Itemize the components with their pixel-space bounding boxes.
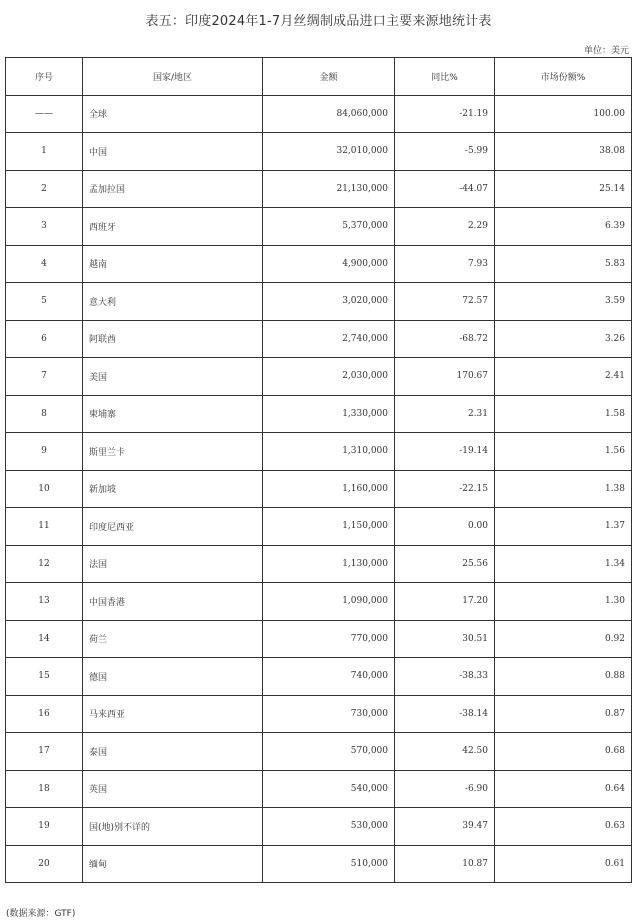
cell-rank: 1 [6, 133, 83, 171]
cell-share: 1.37 [495, 508, 632, 546]
table-row [6, 770, 632, 808]
cell-share: 1.56 [495, 433, 632, 471]
cell-rank: 11 [6, 508, 83, 546]
cell-rank: 16 [6, 695, 83, 733]
cell-rank: 13 [6, 583, 83, 621]
cell-share: 5.83 [495, 245, 632, 283]
cell-share: 6.39 [495, 208, 632, 246]
table-row [6, 620, 632, 658]
cell-rank: 19 [6, 808, 83, 846]
cell-rank: 9 [6, 433, 83, 471]
cell-amount: 770,000 [263, 620, 395, 658]
cell-yoy: -5.99 [395, 133, 495, 171]
table-row [6, 733, 632, 771]
cell-country: 国(地)别不详的 [83, 808, 263, 846]
table-row [6, 320, 632, 358]
table-row [6, 658, 632, 696]
cell-rank: 15 [6, 658, 83, 696]
cell-yoy: -6.90 [395, 770, 495, 808]
cell-country: 美国 [83, 358, 263, 396]
cell-rank: 14 [6, 620, 83, 658]
cell-amount: 1,090,000 [263, 583, 395, 621]
cell-amount: 4,900,000 [263, 245, 395, 283]
cell-amount: 3,020,000 [263, 283, 395, 321]
cell-country: 英国 [83, 770, 263, 808]
cell-amount: 570,000 [263, 733, 395, 771]
table-row [6, 208, 632, 246]
cell-country: 全球 [83, 95, 263, 133]
cell-country: 中国香港 [83, 583, 263, 621]
header-rank: 序号 [6, 58, 83, 96]
cell-amount: 510,000 [263, 845, 395, 883]
cell-share: 1.34 [495, 545, 632, 583]
cell-rank: 8 [6, 395, 83, 433]
cell-yoy: -22.15 [395, 470, 495, 508]
cell-amount: 21,130,000 [263, 170, 395, 208]
cell-country: 法国 [83, 545, 263, 583]
table-row [6, 395, 632, 433]
cell-rank: 6 [6, 320, 83, 358]
cell-yoy: -44.07 [395, 170, 495, 208]
table-row [6, 508, 632, 546]
cell-amount: 2,030,000 [263, 358, 395, 396]
cell-country: 印度尼西亚 [83, 508, 263, 546]
table-body [6, 95, 632, 883]
table-row [6, 845, 632, 883]
cell-country: 缅甸 [83, 845, 263, 883]
table-row [6, 358, 632, 396]
cell-yoy: 0.00 [395, 508, 495, 546]
cell-share: 0.87 [495, 695, 632, 733]
cell-country: 泰国 [83, 733, 263, 771]
cell-share: 38.08 [495, 133, 632, 171]
table-row [6, 433, 632, 471]
cell-amount: 1,150,000 [263, 508, 395, 546]
table-row [6, 245, 632, 283]
table-row [6, 470, 632, 508]
cell-rank: 12 [6, 545, 83, 583]
cell-country: 阿联酋 [83, 320, 263, 358]
cell-amount: 530,000 [263, 808, 395, 846]
cell-share: 0.63 [495, 808, 632, 846]
cell-share: 100.00 [495, 95, 632, 133]
cell-share: 1.30 [495, 583, 632, 621]
cell-country: 马来西亚 [83, 695, 263, 733]
table-row [6, 170, 632, 208]
cell-yoy: -21.19 [395, 95, 495, 133]
cell-country: 中国 [83, 133, 263, 171]
cell-amount: 730,000 [263, 695, 395, 733]
cell-share: 0.88 [495, 658, 632, 696]
cell-yoy: -19.14 [395, 433, 495, 471]
cell-yoy: -38.14 [395, 695, 495, 733]
cell-rank: 4 [6, 245, 83, 283]
header-amount: 金额 [263, 58, 395, 96]
cell-amount: 1,330,000 [263, 395, 395, 433]
cell-country: 新加坡 [83, 470, 263, 508]
cell-rank: 10 [6, 470, 83, 508]
cell-share: 3.59 [495, 283, 632, 321]
cell-amount: 1,130,000 [263, 545, 395, 583]
cell-yoy: 17.20 [395, 583, 495, 621]
header-share: 市场份额% [495, 58, 632, 96]
data-source-note: (数据来源：GTF) [6, 909, 76, 919]
cell-country: 越南 [83, 245, 263, 283]
import-sources-table [5, 57, 632, 883]
cell-share: 0.68 [495, 733, 632, 771]
cell-amount: 1,160,000 [263, 470, 395, 508]
table-row [6, 583, 632, 621]
cell-amount: 740,000 [263, 658, 395, 696]
header-country: 国家/地区 [83, 58, 263, 96]
cell-yoy: -68.72 [395, 320, 495, 358]
cell-yoy: 25.56 [395, 545, 495, 583]
cell-amount: 1,310,000 [263, 433, 395, 471]
cell-yoy: 30.51 [395, 620, 495, 658]
cell-country: 德国 [83, 658, 263, 696]
page-title: 表五：印度2024年1-7月丝绸制成品进口主要来源地统计表 [145, 14, 492, 29]
unit-label: 单位：美元 [583, 46, 629, 56]
cell-country: 孟加拉国 [83, 170, 263, 208]
header-yoy: 同比% [395, 58, 495, 96]
table-header-row [6, 58, 632, 96]
cell-country: 荷兰 [83, 620, 263, 658]
cell-amount: 32,010,000 [263, 133, 395, 171]
cell-country: 西班牙 [83, 208, 263, 246]
cell-rank: 2 [6, 170, 83, 208]
cell-yoy: 72.57 [395, 283, 495, 321]
table-row [6, 133, 632, 171]
cell-share: 0.64 [495, 770, 632, 808]
cell-rank: 17 [6, 733, 83, 771]
cell-amount: 540,000 [263, 770, 395, 808]
cell-share: 3.26 [495, 320, 632, 358]
cell-share: 1.38 [495, 470, 632, 508]
cell-yoy: 10.87 [395, 845, 495, 883]
table-row [6, 283, 632, 321]
cell-amount: 5,370,000 [263, 208, 395, 246]
cell-rank: 20 [6, 845, 83, 883]
table-row [6, 95, 632, 133]
cell-rank: 18 [6, 770, 83, 808]
table-row [6, 808, 632, 846]
cell-amount: 84,060,000 [263, 95, 395, 133]
cell-country: 意大利 [83, 283, 263, 321]
cell-yoy: 170.67 [395, 358, 495, 396]
cell-share: 0.61 [495, 845, 632, 883]
cell-share: 2.41 [495, 358, 632, 396]
cell-yoy: -38.33 [395, 658, 495, 696]
cell-amount: 2,740,000 [263, 320, 395, 358]
cell-yoy: 42.50 [395, 733, 495, 771]
cell-yoy: 2.31 [395, 395, 495, 433]
cell-rank: 3 [6, 208, 83, 246]
cell-yoy: 2.29 [395, 208, 495, 246]
cell-country: 柬埔寨 [83, 395, 263, 433]
table-row [6, 695, 632, 733]
cell-yoy: 7.93 [395, 245, 495, 283]
table-row [6, 545, 632, 583]
cell-yoy: 39.47 [395, 808, 495, 846]
cell-share: 0.92 [495, 620, 632, 658]
cell-share: 25.14 [495, 170, 632, 208]
cell-rank: —— [6, 95, 83, 133]
cell-country: 斯里兰卡 [83, 433, 263, 471]
cell-share: 1.58 [495, 395, 632, 433]
cell-rank: 5 [6, 283, 83, 321]
cell-rank: 7 [6, 358, 83, 396]
